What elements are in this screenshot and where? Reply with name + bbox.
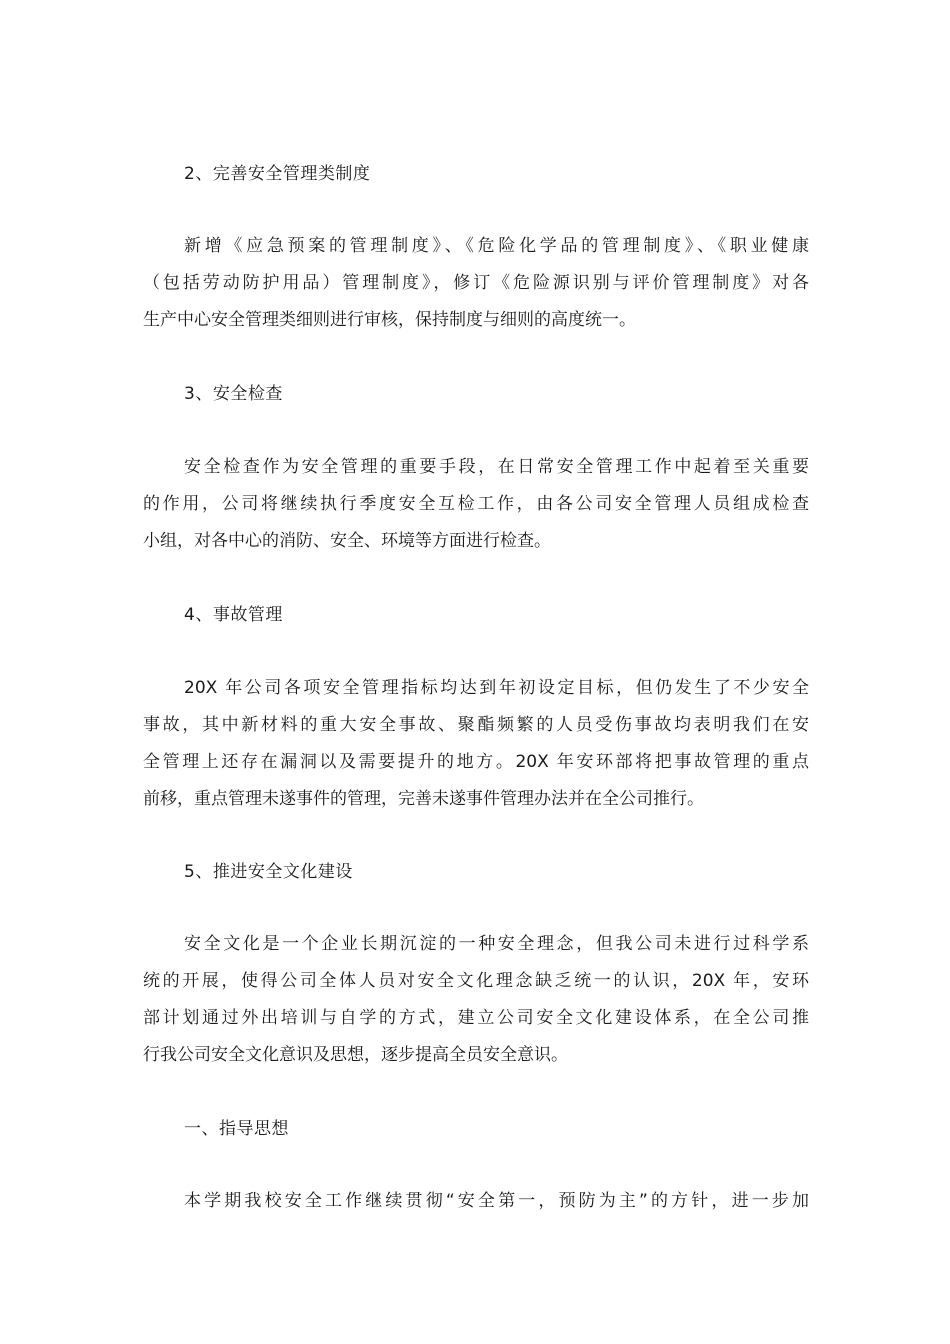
section-heading-4: 4、事故管理 <box>184 605 283 625</box>
paragraph-line: 的作用，公司将继续执行季度安全互检工作，由各公司安全管理人员组成检查 <box>143 494 809 514</box>
paragraph-line: 前移，重点管理未遂事件的管理，完善未遂事件管理办法并在全公司推行。 <box>143 789 704 809</box>
paragraph-line: 安全检查作为安全管理的重要手段，在日常安全管理工作中起着至关重要 <box>184 457 809 477</box>
paragraph-line: 小组，对各中心的消防、安全、环境等方面进行检查。 <box>143 531 551 551</box>
paragraph-line: 生产中心安全管理类细则进行审核，保持制度与细则的高度统一。 <box>143 310 636 330</box>
paragraph-line: （包括劳动防护用品）管理制度》，修订《危险源识别与评价管理制度》对各 <box>143 273 809 293</box>
paragraph-line: 部计划通过外出培训与自学的方式，建立公司安全文化建设体系，在全公司推 <box>143 1008 809 1028</box>
paragraph-line: 本学期我校安全工作继续贯彻“安全第一，预防为主”的方针，进一步加 <box>184 1191 809 1211</box>
paragraph-line: 行我公司安全文化意识及思想，逐步提高全员安全意识。 <box>143 1045 568 1065</box>
section-paragraph-5 <box>143 926 809 1074</box>
section-paragraph-4 <box>143 670 809 818</box>
section-heading-2: 2、完善安全管理类制度 <box>184 164 371 184</box>
section-heading-3: 3、安全检查 <box>184 384 283 404</box>
section-heading-5: 5、推进安全文化建设 <box>184 862 353 882</box>
paragraph-line: 事故，其中新材料的重大安全事故、聚酯频繁的人员受伤事故均表明我们在安 <box>143 715 809 735</box>
paragraph-line: 20X 年公司各项安全管理指标均达到年初设定目标，但仍发生了不少安全 <box>184 678 809 698</box>
section-paragraph-2 <box>143 228 809 339</box>
paragraph-line: 安全文化是一个企业长期沉淀的一种安全理念，但我公司未进行过科学系 <box>184 934 809 954</box>
paragraph-line: 新增《应急预案的管理制度》、《危险化学品的管理制度》、《职业健康 <box>184 236 809 256</box>
section-paragraph-guiding-thought <box>143 1183 809 1220</box>
section-heading-guiding-thought: 一、指导思想 <box>184 1119 289 1139</box>
section-paragraph-3 <box>143 449 809 560</box>
paragraph-line: 全管理上还存在漏洞以及需要提升的地方。20X 年安环部将把事故管理的重点 <box>143 752 809 772</box>
paragraph-line: 统的开展，使得公司全体人员对安全文化理念缺乏统一的认识，20X 年，安环 <box>143 971 809 991</box>
